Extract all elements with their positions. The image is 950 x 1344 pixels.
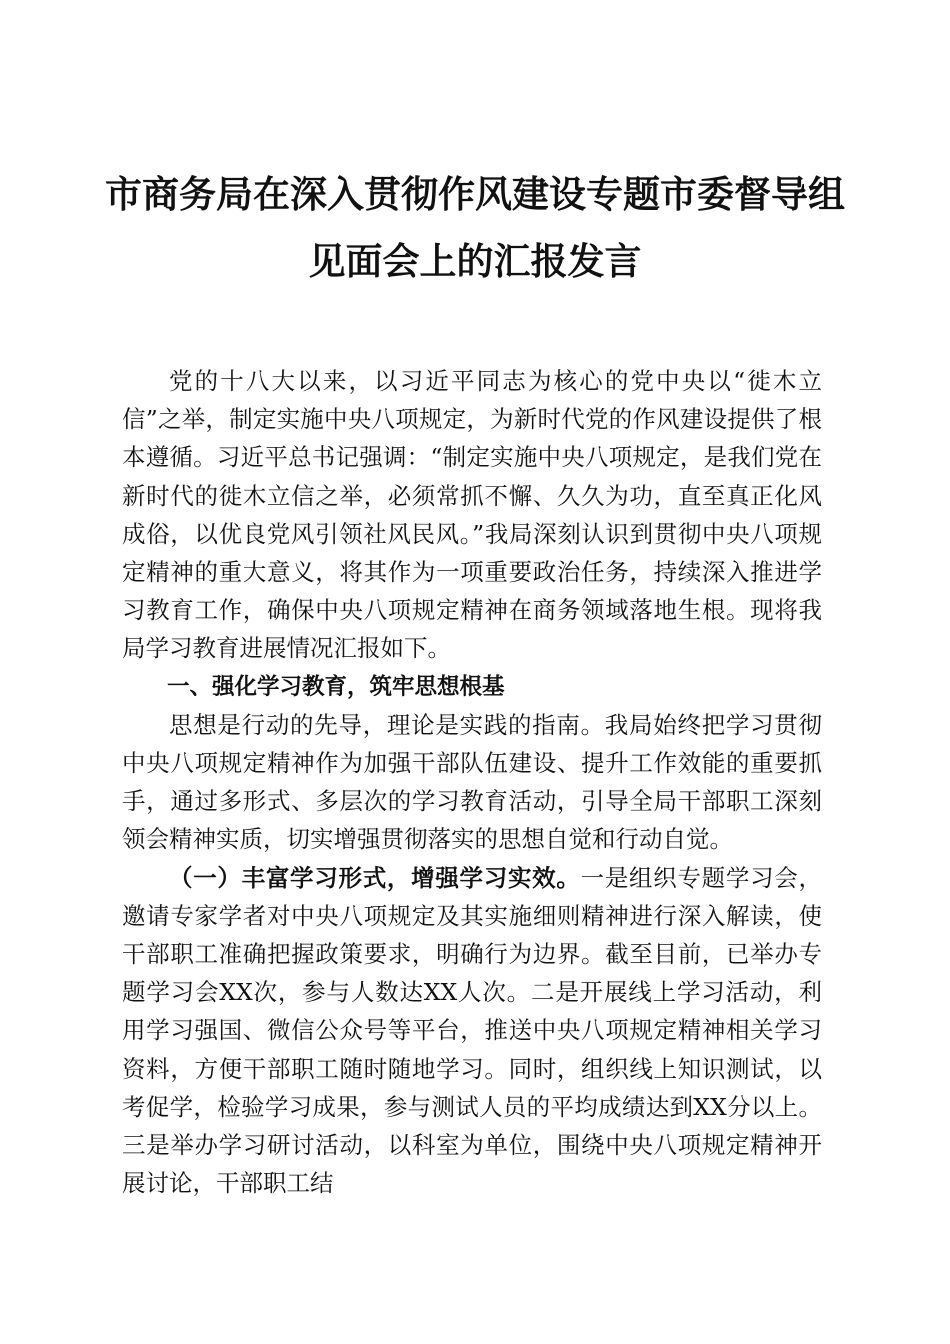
subsection-1-text: 一是组织专题学习会，邀请专家学者对中央八项规定及其实施细则精神进行深入解读，使干部职工准确把握政策要求，明确行为边界。截至目前，已举办专题学习会XX次，参与人数达XX人次。二是开展线上学习活动，利用学习强国、微信公众号等平台，推送中央八项规定精神相关学习资料，方便干部职工随时随地学习。同时，组织线上知识测试，以考促学，检验学习成果，参与测试人员的平均成绩达到XX分以上。三是举办学习研讨活动，以科室为单位，围绕中央八项规定精神开展讨论，干部职工结: [122, 863, 823, 1198]
document-title-line-2: 见面会上的汇报发言: [308, 239, 642, 283]
section-1-paragraph: 思想是行动的先导，理论是实践的指南。我局始终把学习贯彻中央八项规定精神作为加强干部队伍建设、提升工作效能的重要抓手，通过多形式、多层次的学习教育活动，引导全局干部职工深刻领会精神实质，切实增强贯彻落实的思想自觉和行动自觉。: [122, 710, 822, 854]
section-heading-1: 一、强化学习教育，筑牢思想根基: [167, 673, 505, 700]
document-body: [122, 362, 822, 1202]
intro-paragraph: 党的十八大以来，以习近平同志为核心的党中央以“徙木立信”之举，制定实施中央八项规定，为新时代党的作风建设提供了根本遵循。习近平总书记强调：“制定实施中央八项规定，是我们党在新时代的徙木立信之举，必须常抓不懈、久久为功，直至真正化风成俗，以优良党风引领社风民风。”我局深刻认识到贯彻中央八项规定精神的重大意义，将其作为一项重要政治任务，持续深入推进学习教育工作，确保中央八项规定精神在商务领域落地生根。现将我局学习教育进展情况汇报如下。: [122, 367, 822, 663]
subsection-1-lead: （一）丰富学习形式，增强学习实效。: [169, 863, 581, 892]
subsection-1-paragraph: [122, 859, 822, 1203]
document-title-line-1: 市商务局在深入贯彻作风建设专题市委督导组: [105, 172, 845, 216]
